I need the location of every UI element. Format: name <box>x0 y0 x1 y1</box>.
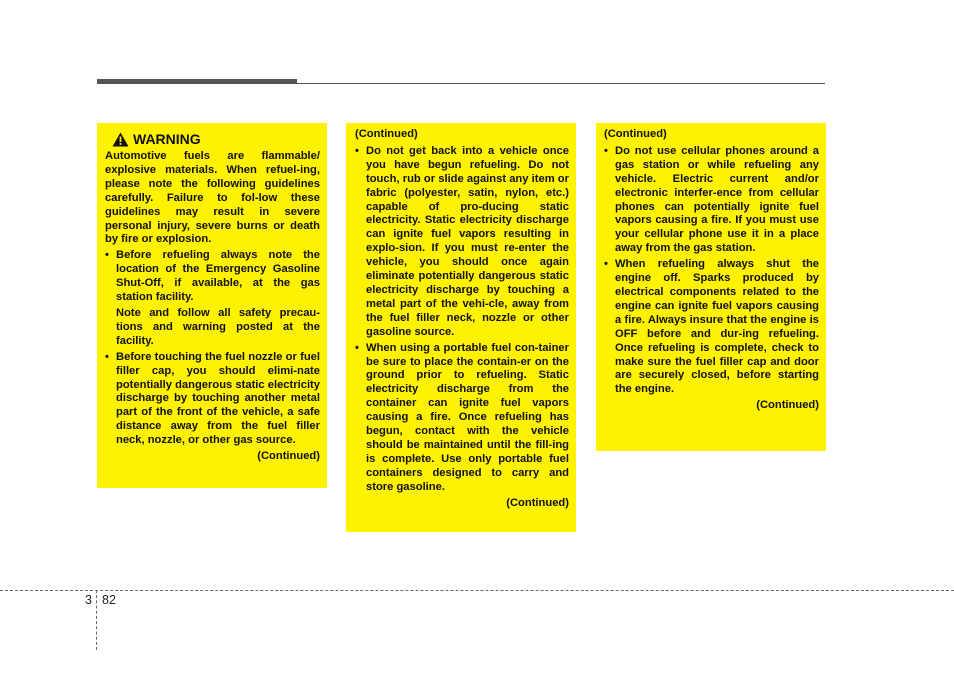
page-section-number: 3 <box>85 593 92 607</box>
bullet-dot: • <box>355 341 359 354</box>
header-rule-thin <box>297 83 825 84</box>
list-item <box>604 145 819 256</box>
bullet-subparagraph: Note and follow all safety precau-tions and warning posted at the facility. <box>116 306 320 347</box>
list-item <box>105 351 320 448</box>
warning-title: WARNING <box>133 131 201 147</box>
continued-label: (Continued) <box>257 450 320 463</box>
list-item <box>604 258 819 397</box>
header-rule-thick <box>97 79 297 84</box>
warning-box <box>97 123 327 488</box>
bullet-dot: • <box>105 350 109 363</box>
bullet-dot: • <box>604 144 608 157</box>
warning-box-continued-2 <box>596 123 826 451</box>
bullet-text: Before refueling always note the location of the Emergency Gasoline Shut-Off, if available, at the gas station facility. <box>116 249 320 304</box>
bullet-dot: • <box>604 258 608 271</box>
warning-triangle-icon <box>112 132 129 147</box>
bullet-text: When using a portable fuel con-tainer be sure to place the contain-er on the ground prior to refueling. Static electricity discharge from the container can ignite fuel vapors causing a fire. Once refueling has begun, contact with the vehicle should be maintained until the fill-ing is complete. Use only portable fuel containers designed to carry and store gasoline. <box>366 341 569 493</box>
continued-label: (Continued) <box>506 496 569 509</box>
bullet-text: When refueling always shut the engine off. Sparks produced by electrical components related to the engine can ignite fuel vapors causing a fire. Always insure that the engine is OFF before and dur-ing refueling. Once refueling is complete, check to make sure the fuel filler cap and door are securely closed, before starting the engine. <box>615 258 819 396</box>
bullet-dot: • <box>355 144 359 157</box>
page-number: 82 <box>102 593 116 607</box>
bullet-dot: • <box>105 249 109 262</box>
list-item <box>105 249 320 348</box>
bullet-text: Do not use cellular phones around a gas station or while refueling any vehicle. Electric current and/or electronic interfer-ence from cellular phones can potentially ignite fuel vapors causing a fire. If you must use your cellular phone use it in a place away from the gas station. <box>615 144 819 255</box>
footer-dashed-divider <box>96 590 97 650</box>
bullet-text: Before touching the fuel nozzle or fuel filler cap, you should elimi-nate potentially dangerous static electricity discharge by touching another metal part of the front of the vehicle, a safe distance away from the fuel filler neck, nozzle, or other gas source. <box>116 350 320 447</box>
warning-box-continued-1 <box>346 123 576 532</box>
list-item <box>355 342 569 495</box>
warning-bullet-list <box>105 249 320 448</box>
bullet-text: Do not get back into a vehicle once you have begun refueling. Do not touch, rub or slide against any item or fabric (polyester, satin, nylon, etc.) capable of pro-ducing static electricity. Static electricity discharge can ignite fuel vapors resulting in explo-sion. If you must re-enter the vehicle, you should once again eliminate potentially dangerous static electricity discharge by touching a metal part of the vehi-cle, away from the fuel filler neck, nozzle or other gasoline source. <box>366 144 569 338</box>
continued-header: (Continued) <box>604 128 667 140</box>
footer-dashed-rule <box>0 590 954 591</box>
warning-intro: Automotive fuels are flammable/ explosive materials. When refuel-ing, please note the following guidelines carefully. Failure to fol-low these guidelines may result in severe personal injury, severe burns or death by fire or explosion. <box>105 150 320 246</box>
warning-bullet-list <box>355 145 569 495</box>
continued-label: (Continued) <box>756 399 819 412</box>
warning-heading <box>105 131 320 147</box>
warning-bullet-list <box>604 145 819 397</box>
continued-header: (Continued) <box>355 128 418 140</box>
list-item <box>355 145 569 340</box>
